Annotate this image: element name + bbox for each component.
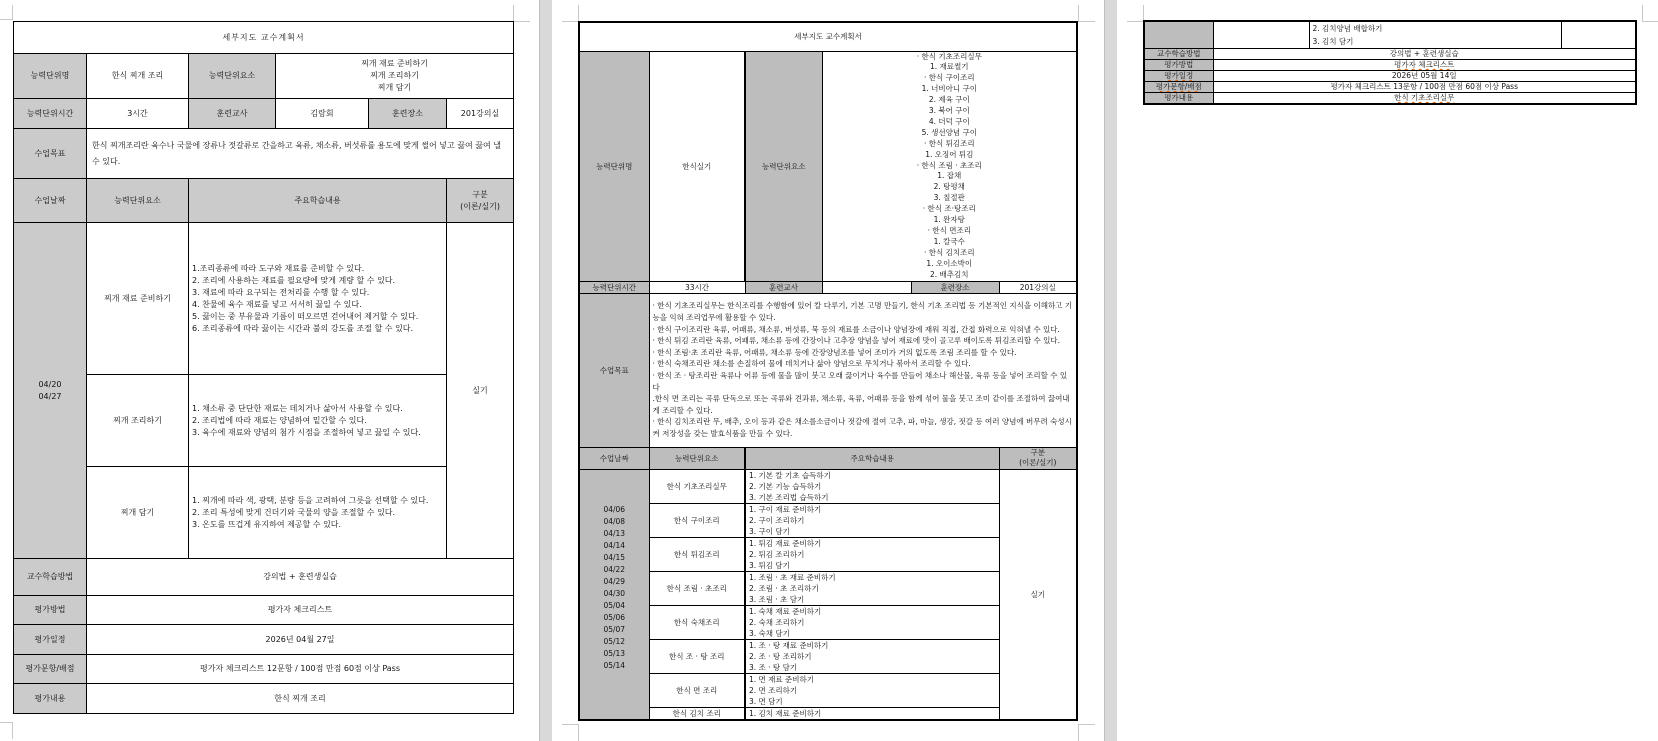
row-content: 1. 면 재료 준비하기 2. 면 조리하기 3. 면 담기 (745, 673, 999, 707)
row-content: 1. 찌개에 따라 색, 광택, 분량 등을 고려하여 그릇을 선택할 수 있다. 2. 조리 특성에 맞게 건더기와 국물의 양을 조절할 수 있다. 3. 온도를 뜨겁게 유지하여 제공할 수 있다. (189, 467, 447, 559)
eval-date-value: 2026년 04월 27일 (87, 625, 514, 655)
eval-items-label: 평가문항/배점 (14, 655, 87, 684)
eval-items-label: 평가문항/배점 (1144, 82, 1213, 93)
unit-elements-list: · 한식 기초조리실무 1. 재료썰기 · 한식 구이조리 1. 너비아니 구이 2. 제육 구이 3. 북어 구이 4. 더덕 구이 5. 생선양념 구이 · 한식 튀김조리 1. 오징어 튀김 · 한식 조림 · 초조리 1. 잡채 2. 탕평채 3. 칠절판 · 한식 조·탕조리 1. 완자탕 · 한식 면조리 1. 칼국수 · 한식 김치조리 1. 오이소박이 2. 배추김치 (822, 51, 1077, 281)
lesson-date: 04/29 (603, 576, 626, 586)
page-gutter-1 (539, 0, 553, 741)
eval-date-value: 2026년 05월 14일 (1213, 71, 1636, 82)
unit-time-label: 능력단위시간 (579, 281, 649, 293)
lesson-date: 05/13 (603, 648, 626, 658)
eval-method-label: 평가방법 (14, 596, 87, 625)
objective-text: 한식 찌개조리란 육수나 국물에 장류나 젓갈류로 간을하고 육류, 채소류, 버섯류를 용도에 맞게 썰어 넣고 끓여 끓여 낼 수 있다. (87, 129, 514, 179)
margin-corner-mark (1127, 5, 1144, 22)
method-value: 강의법 + 훈련생실습 (1213, 49, 1636, 60)
objective-list (649, 293, 1077, 447)
method-value: 강의법 + 훈련생실습 (87, 559, 514, 596)
unit-element-item: 찌개 담기 (377, 83, 412, 92)
row-content-continued: 2. 김치양념 배합하기 3. 김치 담기 (1309, 21, 1561, 49)
row-element: 찌개 담기 (87, 467, 189, 559)
unit-element-item: 찌개 조리하기 (370, 71, 419, 80)
header-content: 주요학습내용 (745, 447, 999, 469)
row-element: 찌개 조리하기 (87, 375, 189, 467)
lesson-date: 04/13 (603, 528, 626, 538)
header-content: 주요학습내용 (189, 179, 447, 223)
lesson-dates (14, 223, 87, 559)
row-element-continued (1213, 21, 1309, 49)
objective-item: · 한식 조림·초 조리란 육류, 어패류, 채소류 등에 간장양념조를 넣어 조미가 거의 없도록 조림 조리를 할 수 있다. (652, 347, 1017, 357)
eval-method-value: 평가자 체크리스트 (87, 596, 514, 625)
document-title: 세부지도 교수계획서 (14, 22, 514, 54)
unit-time-label: 능력단위시간 (14, 99, 87, 129)
objective-label: 수업목표 (14, 129, 87, 179)
place-value: 201강의실 (999, 281, 1077, 293)
teacher-value (822, 281, 911, 293)
unit-name-label: 능력단위명 (579, 51, 649, 281)
margin-corner-mark (1642, 5, 1658, 22)
page-3 (1117, 0, 1658, 741)
teacher-label: 훈련교사 (189, 99, 276, 129)
eval-method-label: 평가방법 (1144, 60, 1213, 71)
header-date: 수업날짜 (14, 179, 87, 223)
margin-corner-mark (513, 5, 530, 22)
lesson-dates (579, 469, 649, 720)
eval-content-label: 평가내용 (14, 684, 87, 714)
row-element: 한식 기초조리실무 (649, 469, 745, 503)
margin-corner-mark (1078, 5, 1095, 22)
eval-date-label: 평가일정 (1144, 71, 1213, 82)
lesson-date: 04/30 (603, 588, 626, 598)
eval-items-value: 평가자 체크리스트 12문항 / 100점 만점 60점 이상 Pass (87, 655, 514, 684)
lesson-plan-table-page-2 (578, 21, 1078, 721)
lesson-type-continued (1561, 21, 1636, 49)
lesson-type: 실기 (999, 469, 1077, 720)
row-content: 1. 채소류 중 단단한 재료는 데치거나 삶아서 사용할 수 있다. 2. 조리법에 따라 재료는 양념하여 밑간할 수 있다. 3. 육수에 재료와 양념의 첨가 시점을 조절하여 넣고 끓일 수 있다. (189, 375, 447, 467)
objective-item: · 한식 김치조리란 무, 배추, 오이 등과 같은 채소를소금이나 젓갈에 절여 고추, 파, 마늘, 생강, 젓갈 등 여러 양념에 버무려 숙성시켜 저장성을 갖는 발효식품을 만들 수 있다. (652, 417, 1072, 438)
lesson-date: 04/15 (603, 552, 626, 562)
row-content: 1. 김치 재료 준비하기 (745, 707, 999, 720)
teacher-label: 훈련교사 (745, 281, 822, 293)
header-element: 능력단위요소 (87, 179, 189, 223)
unit-element-item: 찌개 재료 준비하기 (361, 59, 428, 68)
lesson-date: 04/06 (603, 504, 626, 514)
row-content: 1. 숙채 재료 준비하기 2. 숙채 조리하기 3. 숙채 담기 (745, 605, 999, 639)
row-element: 찌개 재료 준비하기 (87, 223, 189, 375)
place-label: 훈련장소 (911, 281, 999, 293)
unit-element-label: 능력단위요소 (745, 51, 822, 281)
unit-element-label: 능력단위요소 (189, 54, 276, 99)
row-element: 한식 김치 조리 (649, 707, 745, 720)
lesson-date: 04/27 (38, 391, 62, 401)
lesson-date: 05/14 (603, 660, 626, 670)
lesson-type: 실기 (447, 223, 514, 559)
place-value: 201강의실 (447, 99, 514, 129)
lesson-date: 05/07 (603, 624, 626, 634)
header-date: 수업날짜 (579, 447, 649, 469)
eval-date-label: 평가일정 (14, 625, 87, 655)
objective-item: · 한식 숙채조리란 채소를 손질하여 물에 데치거나 삶아 양념으로 무치거나 볶아서 조리할 수 있다. (652, 359, 971, 369)
row-element: 한식 숙채조리 (649, 605, 745, 639)
objective-item: · 한식 조 · 탕조리란 육류나 어류 등에 물을 많이 붓고 오래 끓이거나 육수를 만들어 채소나 해산물, 육류 등을 넣어 조리할 수 있다 (652, 371, 1068, 392)
margin-corner-mark (562, 5, 579, 22)
row-content: 1. 튀김 재료 준비하기 2. 튀김 조리하기 3. 튀김 담기 (745, 537, 999, 571)
page-2 (552, 0, 1104, 741)
margin-corner-mark (562, 724, 579, 741)
method-label: 교수학습방법 (14, 559, 87, 596)
row-element: 한식 조 · 탕 조리 (649, 639, 745, 673)
row-content: 1. 구이 재료 준비하기 2. 구이 조리하기 3. 구이 담기 (745, 503, 999, 537)
lesson-plan-table-page-1 (13, 21, 514, 714)
document-title: 세부지도 교수계획서 (579, 22, 1077, 51)
lesson-date: 05/04 (603, 600, 626, 610)
objective-label: 수업목표 (579, 293, 649, 447)
unit-time-value: 33시간 (649, 281, 745, 293)
unit-elements-list (276, 54, 514, 99)
row-element: 한식 튀김조리 (649, 537, 745, 571)
method-label: 교수학습방법 (1144, 49, 1213, 60)
lesson-date: 05/06 (603, 612, 626, 622)
objective-item: .한식 면 조리는 곡류 단독으로 또는 곡류와 견과류, 채소류, 육류, 어패류 등을 함께 섞어 물을 붓고 조미 같이를 조절하여 끓여내게 조리할 수 있다. (652, 394, 1070, 415)
objective-item: · 한식 튀김 조리란 육류, 어패류, 채소류 등에 간장이나 고추장 양념을 넣어 재료에 맛이 골고루 배이도록 튀김조리할 수 있다. (652, 336, 1060, 346)
row-content: 1. 조림 · 초 재료 준비하기 2. 조림 · 초 조리하기 3. 조림 · 초 담기 (745, 571, 999, 605)
lesson-date: 04/08 (603, 516, 626, 526)
row-content: 1.조리종류에 따라 도구와 재료를 준비할 수 있다. 2. 조리에 사용하는 재료를 필요량에 맞게 계량 할 수 있다. 3. 재료에 따라 요구되는 전처리를 수행 할 수 있다. 4. 찬물에 육수 재료를 넣고 서서히 끓일 수 있다. 5. 끓이는 중 부유물과 기름이 떠오르면 걷어내어 제거할 수 있다. 6. 조리종류에 따라 끓이는 시간과 불의 강도를 조절 할 수 있다. (189, 223, 447, 375)
objective-item: · 한식 구이조리란 육류, 어패류, 채소류, 버섯류, 묵 등의 재료를 소금이나 양념장에 재워 직접, 간접 화력으로 익혀낼 수 있다. (652, 324, 1060, 334)
place-label: 훈련장소 (369, 99, 447, 129)
lesson-date: 04/22 (603, 564, 626, 574)
row-element: 한식 구이조리 (649, 503, 745, 537)
lesson-date: 05/12 (603, 636, 626, 646)
page-1 (0, 0, 539, 741)
page-gutter-2 (1104, 0, 1118, 741)
unit-name-value: 한식실기 (649, 51, 745, 281)
row-element: 한식 조림 · 초조리 (649, 571, 745, 605)
header-element: 능력단위요소 (649, 447, 745, 469)
lesson-date: 04/14 (603, 540, 626, 550)
unit-name-label: 능력단위명 (14, 54, 87, 99)
row-element: 한식 면 조리 (649, 673, 745, 707)
margin-corner-mark (0, 5, 13, 20)
eval-content-value: 한식 찌개 조리 (87, 684, 514, 714)
eval-content-value: 한식 기초조리실무 (1213, 93, 1636, 105)
margin-corner-mark (1078, 724, 1095, 741)
unit-name-value: 한식 찌개 조리 (87, 54, 189, 99)
header-type: 구분 (이론/실기) (999, 447, 1077, 469)
row-content: 1. 조 · 탕 재료 준비하기 2. 조 · 탕 조리하기 3. 조 · 탕 담기 (745, 639, 999, 673)
teacher-value: 김람회 (276, 99, 369, 129)
row-content: 1. 기본 칼 기초 습득하기 2. 기본 기능 습득하기 3. 기본 조리법 습득하기 (745, 469, 999, 503)
objective-item: · 한식 기초조리실무는 한식조리를 수행함에 있어 칼 다루기, 기본 고명 만들기, 한식 기초 조리법 등 기본적인 지식을 이해하고 기능을 익혀 조리업무에 활용할 수 있다. (652, 301, 1073, 323)
lesson-date: 04/20 (38, 379, 62, 389)
eval-items-value: 평가자 체크리스트 13문항 / 100점 만점 60점 이상 Pass (1213, 82, 1636, 93)
lesson-plan-table-page-3 (1143, 20, 1637, 105)
eval-method-value: 평가자 체크리스트 (1213, 60, 1636, 71)
eval-content-label: 평가내용 (1144, 93, 1213, 105)
margin-corner-mark (0, 722, 13, 739)
lesson-dates-continued (1144, 21, 1213, 49)
unit-time-value: 3시간 (87, 99, 189, 129)
header-type: 구분 (이론/실기) (447, 179, 514, 223)
